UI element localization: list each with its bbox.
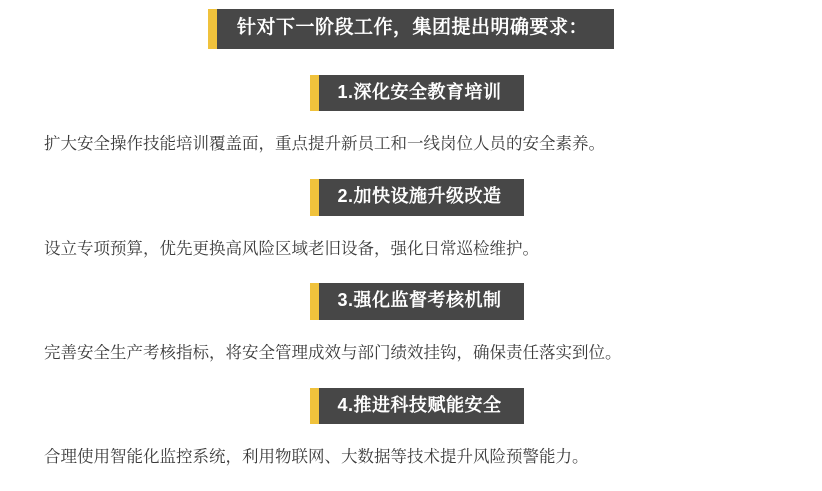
section-heading-4: 4.推进科技赋能安全 [310, 388, 523, 425]
section-paragraph-3: 完善安全生产考核指标，将安全管理成效与部门绩效挂钩，确保责任落实到位。 [44, 344, 622, 363]
section-paragraph-4: 合理使用智能化监控系统，利用物联网、大数据等技术提升风险预警能力。 [44, 448, 589, 467]
spacer [0, 261, 822, 283]
title-banner-row [0, 9, 822, 49]
section-heading-3: 3.强化监督考核机制 [310, 283, 523, 320]
section-heading-1: 1.深化安全教育培训 [310, 75, 523, 112]
document-page [0, 9, 822, 491]
spacer [0, 111, 822, 132]
page-title: 针对下一阶段工作，集团提出明确要求： [208, 9, 614, 49]
spacer [0, 424, 822, 445]
spacer [0, 366, 822, 388]
spacer [0, 49, 822, 75]
spacer [0, 320, 822, 341]
section-heading-row-2 [0, 179, 822, 216]
section-heading-row-4 [0, 388, 822, 425]
section-heading-row-3 [0, 283, 822, 320]
section-heading-row-1 [0, 75, 822, 112]
spacer [0, 216, 822, 237]
section-paragraph-1: 扩大安全操作技能培训覆盖面，重点提升新员工和一线岗位人员的安全素养。 [44, 135, 605, 154]
spacer [0, 157, 822, 179]
section-heading-2: 2.加快设施升级改造 [310, 179, 523, 216]
section-paragraph-2: 设立专项预算，优先更换高风险区域老旧设备，强化日常巡检维护。 [44, 239, 539, 258]
